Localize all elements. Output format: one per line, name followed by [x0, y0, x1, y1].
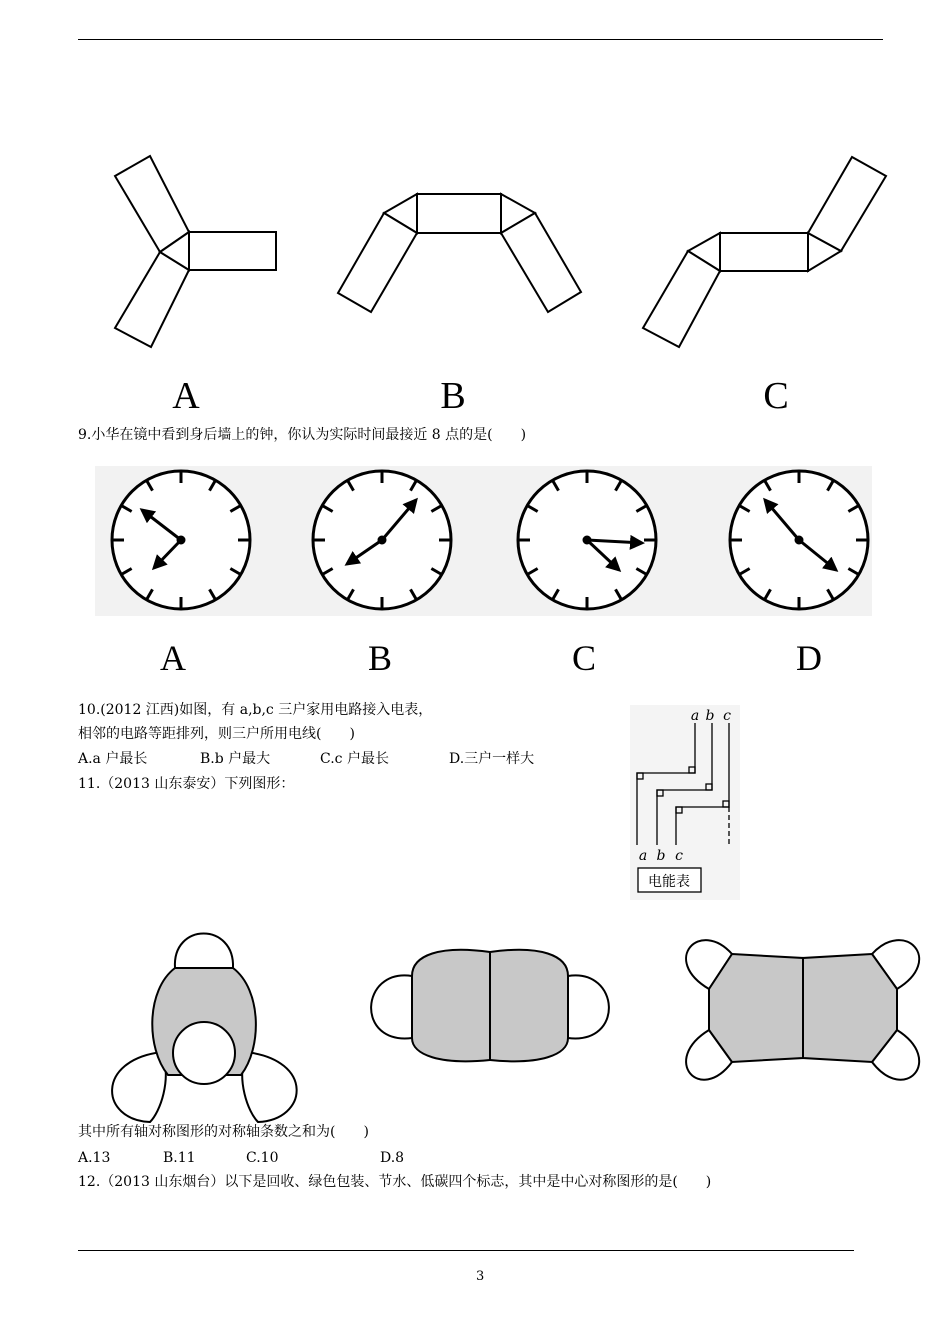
- wire-bottom-label-c: c: [675, 848, 683, 864]
- question-12-text: 12.（2013 山东烟台）以下是回收、绿色包装、节水、低碳四个标志，其中是中心对称图形的是( ): [78, 1174, 712, 1190]
- q11-option-c: C.10: [246, 1150, 279, 1166]
- clock-label-d: D: [796, 638, 822, 678]
- question-11-line2: 其中所有轴对称图形的对称轴条数之和为( ): [78, 1124, 369, 1140]
- clock-label-b: B: [368, 638, 393, 678]
- footer-rule: [78, 1250, 854, 1251]
- question-11-stem: 11.（2013 山东泰安）下列图形：: [78, 776, 295, 792]
- net-label-a: A: [172, 375, 200, 417]
- meter-label: 电能表: [648, 874, 690, 890]
- q10-option-c: C.c 户最长: [320, 751, 389, 767]
- net-b-shape: [338, 194, 581, 312]
- wire-bottom-label-a: a: [638, 848, 648, 864]
- figure-8-nets: [0, 140, 950, 420]
- molecule-3: [686, 940, 919, 1080]
- molecule-2: [371, 950, 609, 1062]
- molecule-figures: [0, 920, 950, 1100]
- net-label-b: B: [440, 375, 466, 417]
- q10-option-b: B.b 户最大: [200, 751, 271, 767]
- q11-option-d: D.8: [380, 1150, 405, 1166]
- q10-option-d: D.三户一样大: [449, 751, 535, 767]
- q11-option-a: A.13: [78, 1150, 111, 1166]
- wiring-diagram: [630, 705, 740, 900]
- wire-bottom-label-b: b: [656, 848, 666, 864]
- page-number: 3: [476, 1269, 485, 1284]
- q10-option-a: A.a 户最长: [78, 751, 148, 767]
- net-a-shape: [115, 156, 276, 347]
- wire-top-label-a: a: [690, 708, 700, 724]
- clock-figure: [95, 466, 872, 616]
- wire-top-label-c: c: [723, 708, 731, 724]
- question-9-text: 9.小华在镜中看到身后墙上的钟，你认为实际时间最接近 8 点的是( ): [78, 427, 527, 443]
- clock-face-a: [112, 471, 250, 609]
- question-10-line1: 10.(2012 江西)如图，有 a,b,c 三户家用电路接入电表，: [78, 702, 433, 718]
- clock-face-b: [313, 471, 451, 609]
- net-c-shape: [643, 157, 886, 347]
- clock-face-d: [730, 471, 868, 609]
- question-10-line2: 相邻的电路等距排列，则三户所用电线( ): [78, 726, 355, 742]
- q11-option-b: B.11: [163, 1150, 196, 1166]
- clock-label-c: C: [572, 638, 597, 678]
- molecule-1: [112, 934, 297, 1123]
- net-label-c: C: [763, 375, 789, 417]
- clock-label-a: A: [160, 638, 186, 678]
- wire-top-label-b: b: [705, 708, 715, 724]
- header-rule: [78, 39, 883, 40]
- clock-face-c: [518, 471, 656, 609]
